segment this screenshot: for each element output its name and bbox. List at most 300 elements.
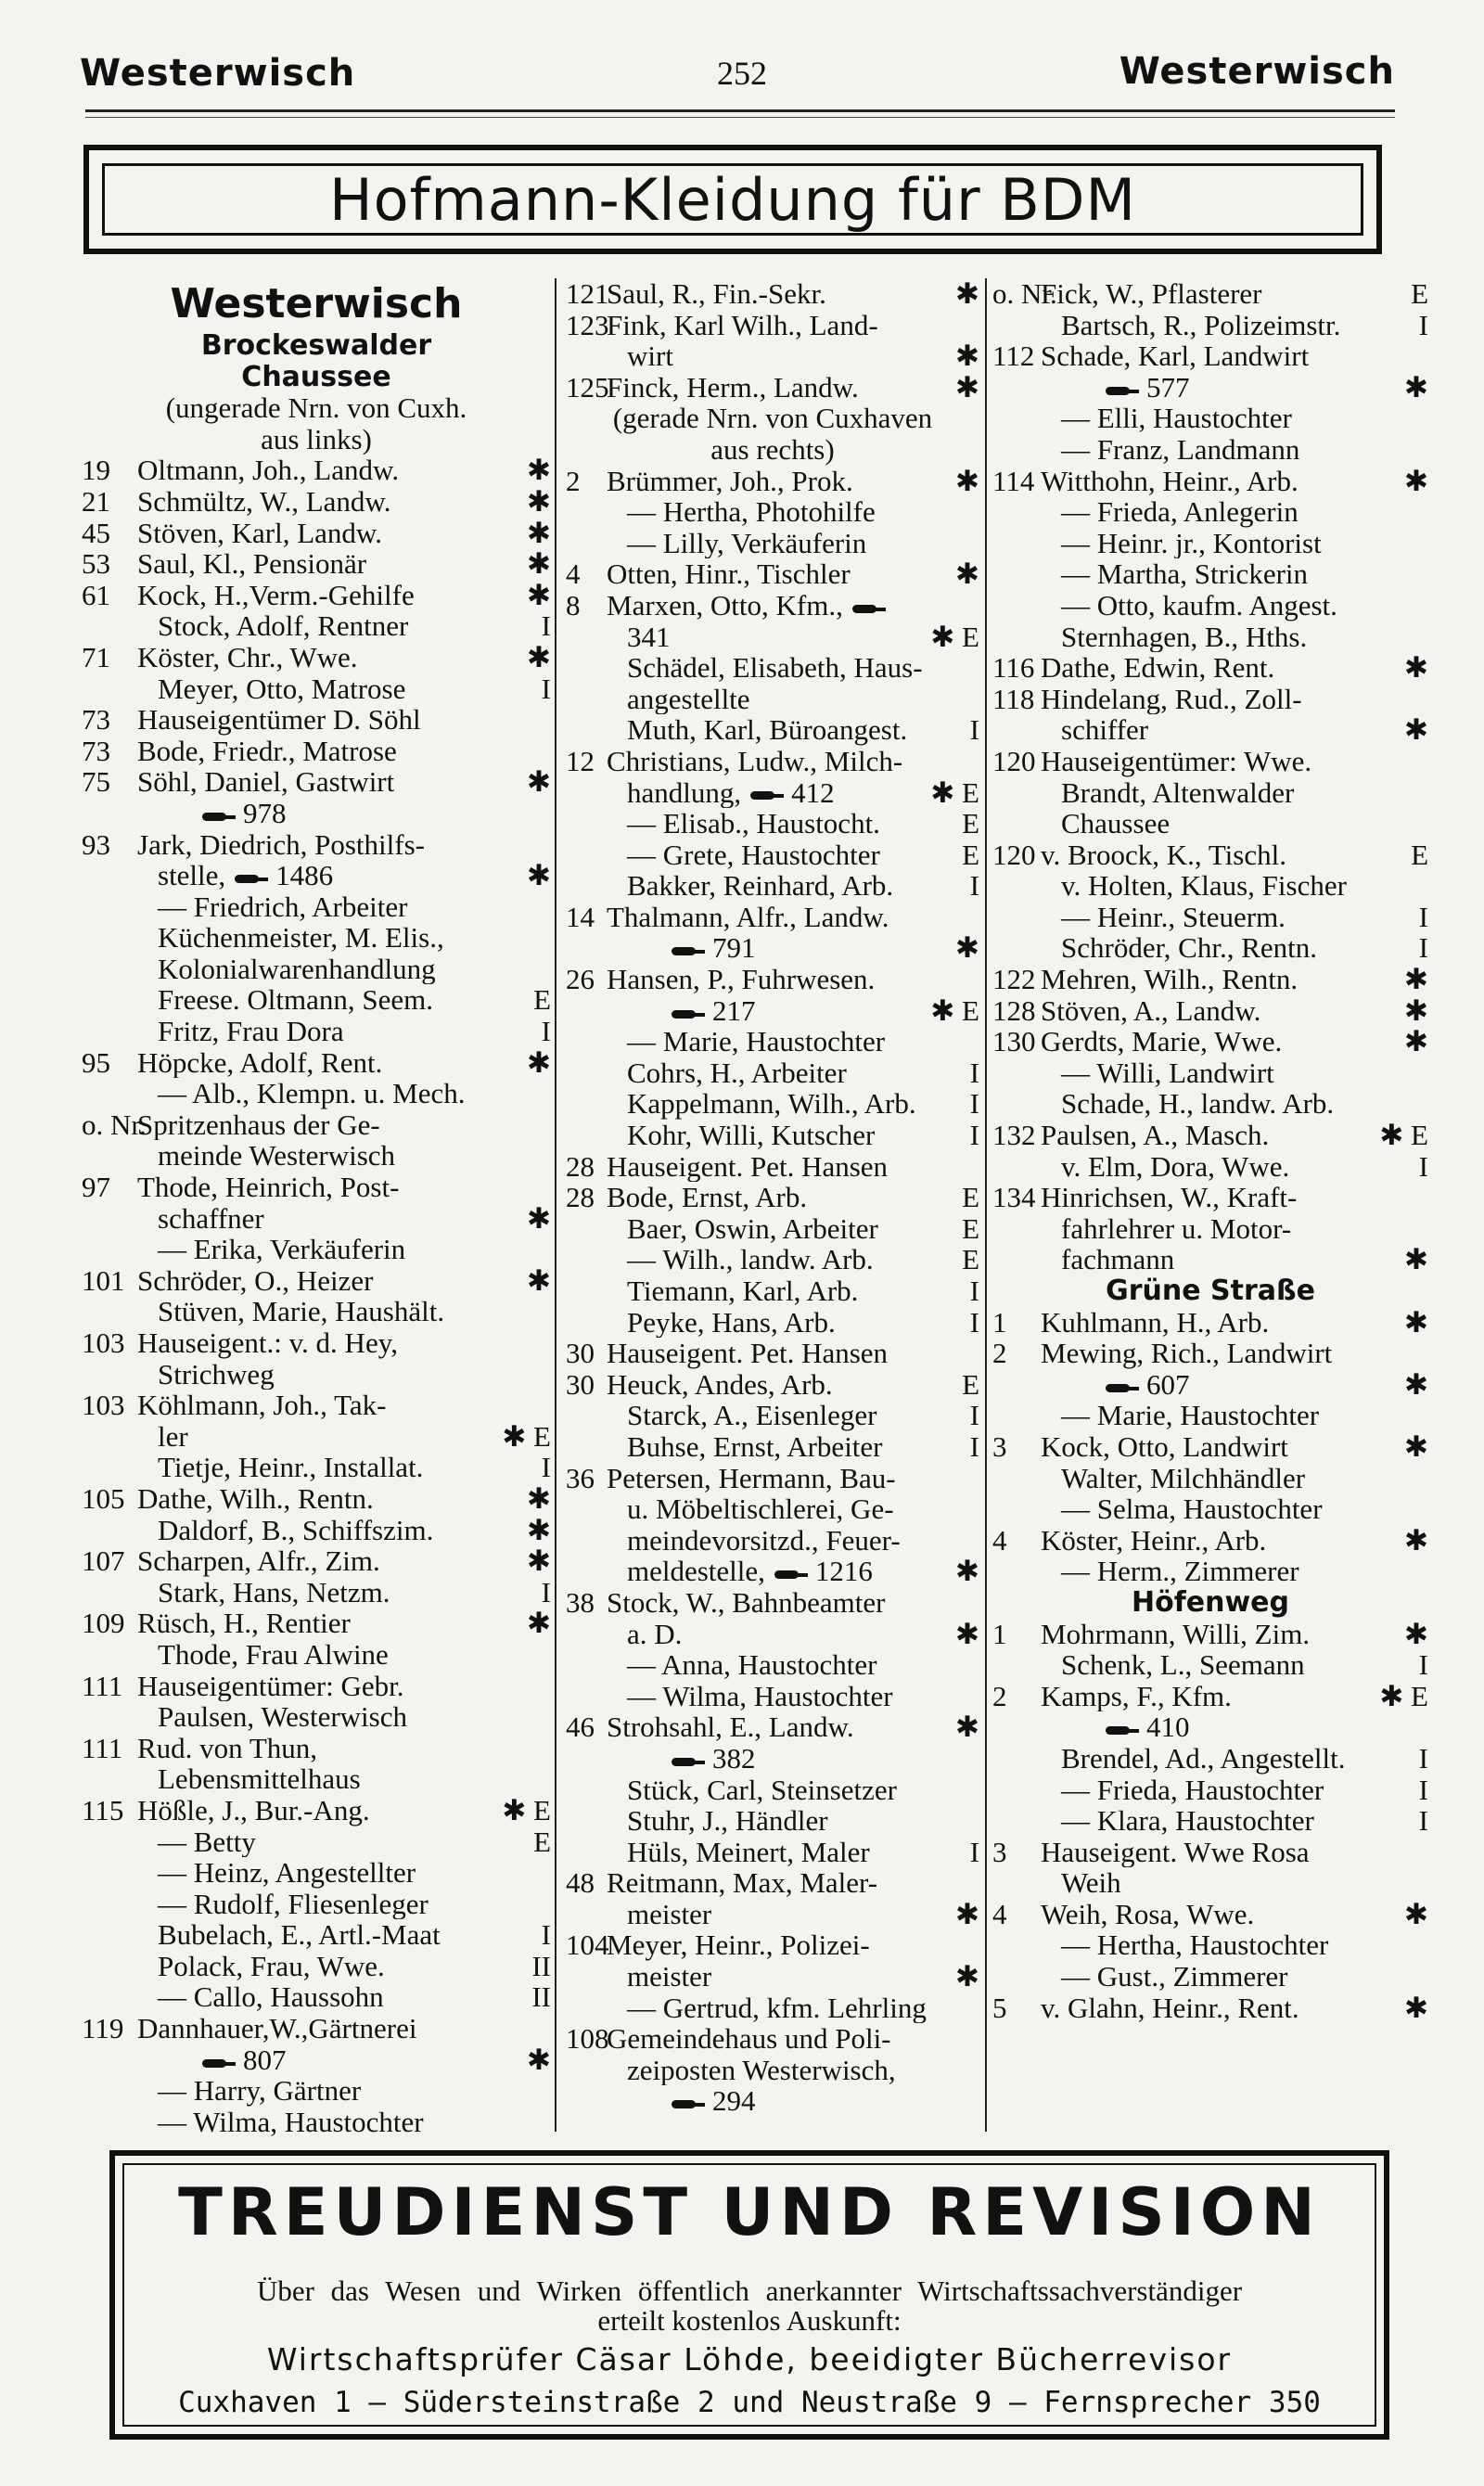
entry-text-wrap: [627, 1493, 894, 1525]
entry-text-wrap: [158, 891, 407, 923]
entry-text-wrap: [158, 1857, 416, 1889]
house-number: 95: [82, 1046, 110, 1079]
house-number: 28: [566, 1150, 595, 1183]
entry-text-wrap: [137, 736, 397, 767]
entry-text-wrap: [1061, 932, 1317, 964]
directory-line: [566, 1587, 979, 1619]
entry-text: Dathe, Edwin, Rent.: [1041, 652, 1275, 684]
entry-text-wrap: [158, 984, 433, 1016]
directory-line: [82, 736, 551, 767]
directory-line: [992, 1649, 1428, 1681]
entry-text: Stöven, A., Landw.: [1041, 994, 1261, 1027]
entry-text: (gerade Nrn. von Cuxhaven: [612, 403, 933, 434]
directory-line: [992, 528, 1428, 559]
entry-mark: E: [962, 1182, 979, 1213]
telephone-icon: [202, 2057, 237, 2070]
entry-text: — Friedrich, Arbeiter: [158, 891, 408, 923]
entry-text: Paulsen, Westerwisch: [158, 1701, 407, 1733]
directory-line: [566, 340, 979, 372]
telephone-icon: [672, 944, 707, 957]
entry-text: — Franz, Landmann: [1061, 433, 1300, 466]
entry-text-wrap: [166, 392, 467, 424]
entry-text-wrap: [627, 839, 880, 871]
entry-text-wrap: [627, 870, 893, 902]
entry-text-wrap: [627, 1619, 682, 1650]
entry-text: Schädel, Elisabeth, Haus-: [627, 652, 923, 684]
entry-text: — Heinz, Angestellter: [158, 1857, 416, 1889]
entry-text: — Frieda, Haustochter: [1061, 1774, 1324, 1806]
entry-text-wrap: [1061, 714, 1148, 746]
entry-text: Paulsen, A., Masch.: [1041, 1120, 1270, 1151]
entry-text: Stock, W., Bahnbeamter: [607, 1586, 886, 1619]
entry-mark: ✱: [527, 455, 551, 486]
entry-mark: ✱: [527, 517, 551, 549]
directory-line: [82, 1203, 551, 1235]
entry-text: Polack, Frau, Wwe.: [158, 1950, 385, 1982]
entry-text-wrap: [1061, 1929, 1328, 1961]
entry-text-wrap: [202, 2044, 287, 2076]
directory-line: [566, 746, 979, 777]
entry-mark: ✱: [527, 1046, 551, 1079]
entry-text: 341: [627, 621, 671, 653]
directory-line: [992, 278, 1428, 310]
entry-text-wrap: [627, 340, 673, 372]
directory-line: [82, 1826, 551, 1858]
directory-line: [992, 995, 1428, 1027]
entry-mark: ✱: [1404, 1244, 1428, 1275]
entry-text-wrap: [158, 1203, 264, 1235]
directory-line: [992, 714, 1428, 746]
directory-line: [82, 455, 551, 486]
directory-line: [992, 1057, 1428, 1089]
entry-text-wrap: [1041, 1681, 1232, 1712]
entry-text: Stuhr, J., Händler: [627, 1805, 828, 1837]
directory-line: [566, 1431, 979, 1463]
entry-text-wrap: [158, 1016, 344, 1047]
directory-line: [992, 1213, 1428, 1245]
directory-line: [566, 714, 979, 746]
directory-line: [82, 1889, 551, 1920]
entry-text: 294: [712, 2085, 756, 2118]
entry-mark: E: [533, 984, 551, 1017]
entry-text: Tiemann, Karl, Arb.: [627, 1275, 859, 1307]
house-number: 116: [992, 652, 1035, 684]
directory-line: [992, 310, 1428, 341]
directory-line: [82, 548, 551, 580]
house-number: 21: [82, 485, 110, 518]
entry-text: Hindelang, Rud., Zoll-: [1041, 683, 1302, 715]
house-number: 1: [992, 1618, 1007, 1650]
house-number: 123: [566, 309, 609, 341]
street-heading: Höfenweg: [1131, 1585, 1289, 1619]
entry-text: schaffner: [158, 1202, 264, 1235]
entry-text-wrap: [158, 954, 436, 985]
directory-line: [82, 984, 551, 1016]
entry-text: meister: [627, 1898, 712, 1930]
entry-text: ler: [158, 1420, 188, 1453]
entry-text-wrap: [1041, 1431, 1288, 1463]
directory-line: [992, 1120, 1428, 1151]
entry-text-wrap: [1061, 1151, 1289, 1183]
directory-line: [566, 808, 979, 839]
directory-line: [992, 1493, 1428, 1525]
entry-mark: ✱: [1404, 1992, 1428, 2024]
entry-mark: ✱: [955, 371, 979, 404]
bottom-advertisement-frame: [122, 2163, 1376, 2427]
directory-line: [566, 1182, 979, 1213]
house-number: 105: [82, 1482, 125, 1515]
entry-text-wrap: [158, 1981, 384, 2013]
directory-line: [82, 1701, 551, 1733]
entry-text-wrap: [137, 642, 358, 673]
entry-mark: ✱: [1404, 714, 1428, 746]
directory-line: [992, 403, 1428, 434]
entry-text-wrap: [627, 496, 876, 528]
entry-text-wrap: [137, 548, 366, 580]
entry-text: Fritz, Frau Dora: [158, 1016, 344, 1047]
entry-text-wrap: [1061, 1057, 1274, 1089]
directory-line: [992, 1431, 1428, 1463]
entry-mark: E: [962, 839, 979, 871]
entry-text: Spritzenhaus der Ge-: [137, 1108, 380, 1141]
house-number: 73: [82, 704, 110, 736]
directory-line: [992, 1151, 1428, 1183]
house-number: 4: [566, 558, 581, 590]
house-number: o. Nr.: [82, 1108, 147, 1141]
directory-line: [992, 1805, 1428, 1837]
entry-text-wrap: [158, 673, 405, 705]
directory-line: [82, 1452, 551, 1483]
entry-mark: E: [533, 1826, 551, 1858]
entry-text: — Harry, Gärtner: [158, 2075, 362, 2107]
entry-text: zeiposten Westerwisch,: [627, 2054, 896, 2086]
entry-text: Hauseigentümer: Wwe.: [1041, 745, 1312, 777]
entry-text: Hauseigent. Wwe Rosa: [1041, 1836, 1310, 1868]
directory-line: [82, 1296, 551, 1327]
directory-line: [566, 1151, 979, 1183]
entry-text-wrap: [627, 528, 866, 559]
directory-line: [992, 1182, 1428, 1213]
entry-text-wrap: [1061, 1244, 1174, 1275]
entry-text: Otten, Hinr., Tischler: [607, 558, 851, 590]
entry-text: Bartsch, R., Polizeimstr.: [1061, 309, 1341, 341]
entry-mark: E: [962, 1368, 979, 1401]
entry-text: — Alb., Klempn. u. Mech.: [158, 1078, 466, 1109]
entry-text: fachmann: [1061, 1244, 1175, 1275]
entry-text: Mohrmann, Willi, Zim.: [1041, 1618, 1311, 1650]
entry-text-wrap: [627, 1431, 883, 1463]
directory-line: [566, 1369, 979, 1401]
entry-text: Köhlmann, Joh., Tak-: [137, 1390, 387, 1421]
entry-mark: ✱: [1404, 465, 1428, 497]
entry-mark: ✱ E: [502, 1420, 551, 1453]
directory-line: [992, 1556, 1428, 1587]
entry-text: Petersen, Hermann, Bau-: [607, 1462, 896, 1494]
entry-text: — Elisab., Haustocht.: [627, 808, 880, 839]
entry-mark: ✱: [1404, 1618, 1428, 1650]
entry-text: — Herm., Zimmerer: [1061, 1556, 1299, 1587]
entry-text: Rud. von Thun,: [137, 1732, 318, 1764]
entry-text-wrap: [607, 746, 902, 777]
entry-text-wrap: [158, 610, 408, 642]
house-number: 71: [82, 641, 110, 673]
entry-text-wrap: [1061, 1493, 1323, 1525]
entry-text: Jark, Diedrich, Posthilfs-: [137, 828, 425, 861]
entry-text-wrap: [1041, 1026, 1282, 1057]
entry-text-wrap: [607, 1929, 870, 1961]
directory-line: [566, 496, 979, 528]
entry-text-wrap: [1061, 1743, 1346, 1775]
entry-text-wrap: [137, 1327, 398, 1359]
entry-text-wrap: [627, 1899, 711, 1930]
house-number: 132: [992, 1120, 1036, 1151]
directory-line: [82, 891, 551, 923]
directory-line: [992, 1307, 1428, 1339]
entry-text: Freese. Oltmann, Seem.: [158, 984, 434, 1017]
directory-line: [566, 590, 979, 622]
house-number: o. Nr.: [992, 278, 1057, 310]
entry-text-wrap: [1041, 1120, 1269, 1151]
entry-mark: I: [969, 1275, 979, 1307]
entry-mark: ✱: [1404, 964, 1428, 995]
entry-text: Gemeindehaus und Poli-: [607, 2023, 891, 2055]
entry-mark: I: [969, 1057, 979, 1089]
entry-text-wrap: [607, 1338, 888, 1369]
entry-text-wrap: [158, 1421, 188, 1453]
directory-line: [992, 372, 1428, 404]
entry-text-wrap: [1061, 902, 1286, 933]
directory-line: [82, 766, 551, 798]
directory-line: [82, 798, 551, 829]
directory-line: [566, 1961, 979, 1993]
phone-number: 1216: [814, 1556, 873, 1587]
house-number: 3: [992, 1430, 1007, 1463]
entry-text: meindevorsitzd., Feuer-: [627, 1524, 901, 1557]
directory-line: [82, 2044, 551, 2076]
directory-line: [82, 1857, 551, 1889]
entry-mark: ✱: [527, 641, 551, 673]
entry-text-wrap: [1041, 839, 1286, 871]
house-number: 108: [566, 2023, 609, 2055]
directory-line: [566, 1275, 979, 1307]
directory-line: [992, 902, 1428, 933]
directory-line: [992, 590, 1428, 622]
entry-mark: ✱: [1404, 1368, 1428, 1401]
advertisement-line: erteilt kostenlos Auskunft:: [597, 2304, 902, 2337]
entry-text-wrap: [627, 1275, 858, 1307]
entry-text-wrap: [627, 1681, 893, 1712]
directory-line: [566, 434, 979, 466]
directory-line: [992, 340, 1428, 372]
house-number: 114: [992, 465, 1035, 497]
directory-line: [82, 673, 551, 705]
entry-text-wrap: [627, 1307, 836, 1339]
entry-text: 217: [712, 994, 756, 1027]
entry-text: Söhl, Daniel, Gastwirt: [137, 766, 395, 798]
directory-line: [566, 1338, 979, 1369]
entry-text: Dathe, Wilh., Rentn.: [137, 1482, 374, 1515]
directory-line: [82, 2107, 551, 2138]
entry-text: Brandt, Altenwalder: [1061, 776, 1295, 809]
directory-line: [82, 1047, 551, 1079]
house-number: 46: [566, 1711, 595, 1743]
directory-line: [82, 829, 551, 861]
directory-line: [82, 922, 551, 954]
directory-line: [566, 964, 979, 995]
entry-text: Thalmann, Alfr., Landw.: [607, 901, 889, 933]
entry-text-wrap: [137, 766, 394, 798]
entry-text: Strichweg: [158, 1358, 275, 1390]
telephone-icon: [672, 1007, 707, 1020]
entry-text: Rüsch, H., Rentier: [137, 1608, 351, 1639]
directory-line: [566, 466, 979, 497]
entry-mark: I: [1418, 1150, 1428, 1183]
directory-line: [566, 1026, 979, 1057]
directory-line: [566, 1867, 979, 1899]
entry-mark: ✱ E: [502, 1794, 551, 1826]
entry-text-wrap: [672, 932, 756, 964]
house-number: 2: [992, 1338, 1007, 1369]
directory-line: [992, 1929, 1428, 1961]
house-number: 118: [992, 683, 1035, 715]
entry-text: Kock, Otto, Landwirt: [1041, 1430, 1288, 1463]
entry-text: Kuhlmann, H., Arb.: [1041, 1306, 1270, 1339]
directory-line: [566, 1057, 979, 1089]
entry-text-wrap: [607, 1463, 896, 1494]
directory-line: [992, 777, 1428, 809]
directory-line: [566, 278, 979, 310]
entry-mark: I: [969, 1836, 979, 1868]
entry-text-wrap: [158, 1296, 444, 1327]
entry-text: Tietje, Heinr., Installat.: [158, 1452, 424, 1483]
entry-mark: I: [969, 870, 979, 902]
entry-mark: II: [531, 1981, 551, 2014]
entry-text: Dannhauer,W.,Gärtnerei: [137, 2013, 417, 2044]
entry-mark: ✱: [1404, 994, 1428, 1027]
directory-line: [992, 684, 1428, 715]
house-number: 2: [992, 1680, 1007, 1712]
entry-text-wrap: [1061, 622, 1307, 653]
entry-text: Schade, Karl, Landwirt: [1041, 340, 1310, 372]
entry-text: Hauseigentümer D. Söhl: [137, 704, 421, 736]
directory-line: [992, 1463, 1428, 1494]
house-number: 12: [566, 745, 595, 777]
entry-text: a. D.: [627, 1618, 683, 1650]
entry-text-wrap: [158, 1763, 361, 1795]
directory-line: [82, 1172, 551, 1203]
entry-text: Meyer, Otto, Matrose: [158, 673, 406, 705]
entry-text: — Elli, Haustochter: [1061, 403, 1292, 434]
entry-mark: ✱: [527, 1514, 551, 1546]
directory-line: [992, 1993, 1428, 2024]
entry-text-wrap: [137, 1483, 374, 1515]
telephone-icon: [774, 1568, 810, 1581]
entry-text: — Wilma, Haustochter: [158, 2106, 424, 2138]
directory-line: [992, 1961, 1428, 1993]
entry-text-wrap: [627, 684, 750, 715]
entry-text: Gerdts, Marie, Wwe.: [1041, 1026, 1283, 1057]
directory-line: [82, 704, 551, 736]
entry-text: Kolonialwarenhandlung: [158, 953, 436, 985]
house-number: 93: [82, 828, 110, 861]
directory-line: [566, 932, 979, 964]
entry-text-wrap: [627, 1120, 875, 1151]
entry-text-wrap: [158, 1701, 407, 1733]
entry-mark: E: [962, 808, 979, 839]
entry-text: Cohrs, H., Arbeiter: [627, 1057, 847, 1089]
entry-text-wrap: [1061, 870, 1347, 902]
directory-line: [82, 580, 551, 611]
bottom-advertisement: [109, 2150, 1389, 2440]
entry-text: Köster, Chr., Wwe.: [137, 641, 358, 673]
entry-text-wrap: [137, 1671, 404, 1702]
entry-text: — Gertrud, kfm. Lehrling: [627, 1992, 927, 2024]
entry-text-wrap: [1061, 1867, 1121, 1899]
entry-text: Hauseigent.: v. d. Hey,: [137, 1327, 398, 1359]
entry-text-wrap: [137, 2013, 416, 2044]
directory-line: [992, 434, 1428, 466]
directory-line: [566, 1681, 979, 1712]
entry-text: aus links): [261, 423, 372, 455]
entry-text-wrap: [1041, 746, 1311, 777]
entry-text: u. Möbeltischlerei, Ge-: [627, 1493, 894, 1525]
entry-text-wrap: [1041, 340, 1309, 372]
entry-text: Hansen, P., Fuhrwesen.: [607, 964, 876, 995]
entry-mark: I: [1418, 1742, 1428, 1775]
house-number: 115: [82, 1794, 124, 1826]
house-number: 36: [566, 1462, 595, 1494]
entry-mark: II: [531, 1950, 551, 1982]
entry-text: Thode, Frau Alwine: [158, 1638, 389, 1671]
directory-line: [82, 2013, 551, 2044]
house-number: 53: [82, 548, 110, 580]
house-number: 120: [992, 839, 1036, 871]
directory-line: [82, 1390, 551, 1421]
telephone-icon: [1106, 384, 1141, 397]
house-number: 8: [566, 589, 581, 622]
telephone-icon: [1106, 1724, 1141, 1736]
entry-text: Mewing, Rich., Landwirt: [1041, 1338, 1333, 1369]
directory-line: [566, 684, 979, 715]
entry-text: angestellte: [627, 683, 750, 715]
house-number: 1: [992, 1306, 1007, 1339]
entry-text: Weih, Rosa, Wwe.: [1041, 1898, 1255, 1930]
entry-text-wrap: [137, 704, 421, 736]
entry-text: 577: [1146, 371, 1190, 404]
entry-text-wrap: [137, 1265, 373, 1297]
street-heading: Grüne Straße: [1106, 1275, 1315, 1307]
entry-text: Köster, Heinr., Arb.: [1041, 1524, 1267, 1557]
top-advertisement-text: Hofmann-Kleidung für BDM: [102, 163, 1363, 236]
house-number: 128: [992, 994, 1036, 1027]
entry-text-wrap: [158, 1359, 275, 1390]
entry-mark: ✱: [955, 1711, 979, 1743]
entry-text: — Selma, Haustochter: [1061, 1493, 1323, 1525]
entry-text-wrap: [158, 2075, 361, 2107]
entry-text-wrap: [158, 1515, 433, 1546]
directory-line: [82, 392, 551, 424]
entry-text-wrap: [137, 486, 391, 518]
entry-text-wrap: [1041, 278, 1262, 310]
telephone-icon: [1106, 1381, 1141, 1394]
entry-text: stelle,: [158, 860, 226, 891]
entry-text-wrap: [1106, 1369, 1190, 1401]
directory-line: [992, 1837, 1428, 1868]
entry-text: meister: [627, 1961, 712, 1993]
house-number: 30: [566, 1368, 595, 1401]
entry-text: Schröder, Chr., Rentn.: [1061, 932, 1318, 965]
directory-line: [566, 839, 979, 871]
